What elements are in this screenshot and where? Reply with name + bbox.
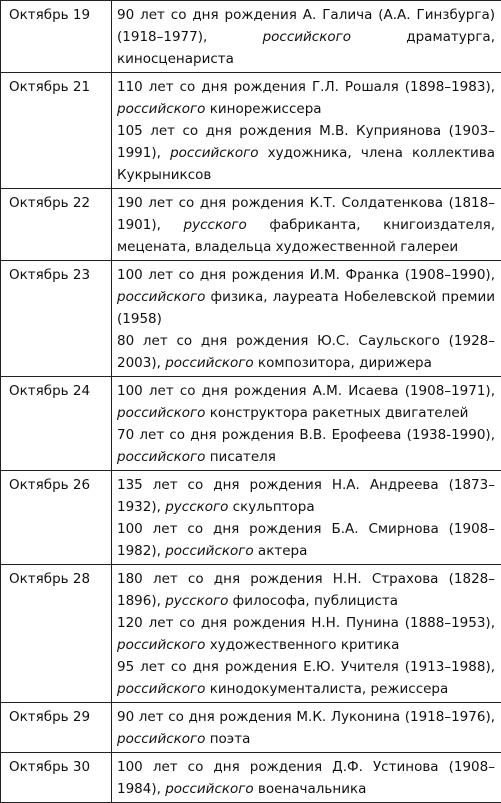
- event-text: 95 лет со дня рождения Е.Ю. Учителя (1913–1988),: [117, 659, 495, 675]
- event-text-tail: художника, члена коллектива Кукрыниксов: [117, 145, 495, 183]
- event-entry: [117, 76, 495, 120]
- event-nationality: российского: [117, 101, 205, 117]
- date-cell: Октябрь 24: [1, 377, 112, 471]
- event-text: 90 лет со дня рождения М.К. Луконина (1918–1976),: [117, 709, 495, 725]
- event-nationality: российского: [117, 449, 205, 465]
- events-cell: [112, 189, 501, 261]
- date-cell: Октябрь 28: [1, 565, 112, 703]
- event-text: 100 лет со дня рождения И.М. Франка (1908–1990),: [117, 267, 495, 283]
- table-row: [1, 471, 501, 565]
- events-cell: [112, 377, 501, 471]
- event-text: 180 лет со дня рождения Н.Н. Страхова (1828–1896),: [117, 571, 495, 609]
- event-text: 190 лет со дня рождения К.Т. Солдатенкова (1818–1901),: [117, 195, 495, 233]
- event-nationality: российского: [165, 543, 253, 559]
- date-cell: Октябрь 19: [1, 1, 112, 73]
- event-entry: [117, 120, 495, 186]
- table-row: [1, 261, 501, 377]
- event-text-tail: философа, публициста: [228, 593, 398, 609]
- event-text: 100 лет со дня рождения Д.Ф. Устинова (1908–1984),: [117, 759, 495, 797]
- event-entry: [117, 4, 495, 70]
- event-entry: [117, 330, 495, 374]
- event-nationality: российского: [117, 681, 205, 697]
- table-row: [1, 377, 501, 471]
- table-row: [1, 753, 501, 803]
- table-row: [1, 565, 501, 703]
- events-cell: [112, 261, 501, 377]
- event-text-tail: кинодокументалиста, режиссера: [205, 681, 448, 697]
- event-text-tail: фабриканта, книгоиздателя, мецената, владельца художественной галереи: [117, 217, 495, 255]
- event-text-tail: скульптора: [228, 499, 314, 515]
- event-text-tail: писателя: [205, 449, 276, 465]
- event-text-tail: актера: [254, 543, 308, 559]
- events-cell: [112, 471, 501, 565]
- event-entry: [117, 380, 495, 424]
- table-row: [1, 703, 501, 753]
- event-text: 90 лет со дня рождения А. Галича (А.А. Гинзбурга) (1918–1977),: [117, 7, 495, 45]
- event-text-tail: художественного критика: [205, 637, 399, 653]
- event-nationality: российского: [170, 145, 258, 161]
- date-cell: Октябрь 22: [1, 189, 112, 261]
- event-nationality: российского: [263, 29, 351, 45]
- date-cell: Октябрь 30: [1, 753, 112, 803]
- events-cell: [112, 753, 501, 803]
- event-entry: [117, 706, 495, 750]
- event-nationality: российского: [117, 405, 205, 421]
- event-text: 70 лет со дня рождения В.В. Ерофеева (1938-1990),: [117, 427, 495, 443]
- table-row: [1, 189, 501, 261]
- event-entry: [117, 192, 495, 258]
- events-cell: [112, 73, 501, 189]
- events-cell: [112, 1, 501, 73]
- event-nationality: российского: [117, 731, 205, 747]
- event-nationality: русского: [165, 593, 228, 609]
- event-entry: [117, 612, 495, 656]
- event-text: 80 лет со дня рождения Ю.С. Саульского (1928–2003),: [117, 333, 495, 371]
- table-body: [1, 1, 501, 803]
- event-entry: [117, 474, 495, 518]
- event-nationality: российского: [165, 781, 253, 797]
- date-cell: Октябрь 29: [1, 703, 112, 753]
- event-nationality: российского: [165, 355, 253, 371]
- event-text-tail: поэта: [205, 731, 250, 747]
- date-cell: Октябрь 26: [1, 471, 112, 565]
- event-entry: [117, 264, 495, 330]
- event-nationality: русского: [184, 217, 247, 233]
- event-text: 105 лет со дня рождения М.В. Куприянова (1903–1991),: [117, 123, 495, 161]
- event-nationality: российского: [117, 289, 205, 305]
- event-entry: [117, 568, 495, 612]
- table-row: [1, 1, 501, 73]
- event-text-tail: конструктора ракетных двигателей: [205, 405, 468, 421]
- event-text-tail: драматурга, киносценариста: [117, 29, 495, 67]
- event-nationality: российского: [117, 637, 205, 653]
- date-cell: Октябрь 23: [1, 261, 112, 377]
- event-entry: [117, 656, 495, 700]
- event-text-tail: кинорежиссера: [205, 101, 321, 117]
- event-text: 100 лет со дня рождения Б.А. Смирнова (1908–1982),: [117, 521, 495, 559]
- event-entry: [117, 424, 495, 468]
- event-text: 135 лет со дня рождения Н.А. Андреева (1873–1932),: [117, 477, 495, 515]
- event-text-tail: военачальника: [254, 781, 367, 797]
- event-text: 120 лет со дня рождения Н.Н. Пунина (1888–1953),: [117, 615, 495, 631]
- table-row: [1, 73, 501, 189]
- events-cell: [112, 703, 501, 753]
- events-cell: [112, 565, 501, 703]
- event-text: 100 лет со дня рождения А.М. Исаева (1908–1971),: [117, 383, 495, 399]
- event-text-tail: физика, лауреата Нобелевской премии (1958): [117, 289, 495, 327]
- event-text-tail: композитора, дирижера: [254, 355, 432, 371]
- event-text: 110 лет со дня рождения Г.Л. Рошаля (1898–1983),: [117, 79, 495, 95]
- event-nationality: русского: [165, 499, 228, 515]
- date-cell: Октябрь 21: [1, 73, 112, 189]
- event-entry: [117, 518, 495, 562]
